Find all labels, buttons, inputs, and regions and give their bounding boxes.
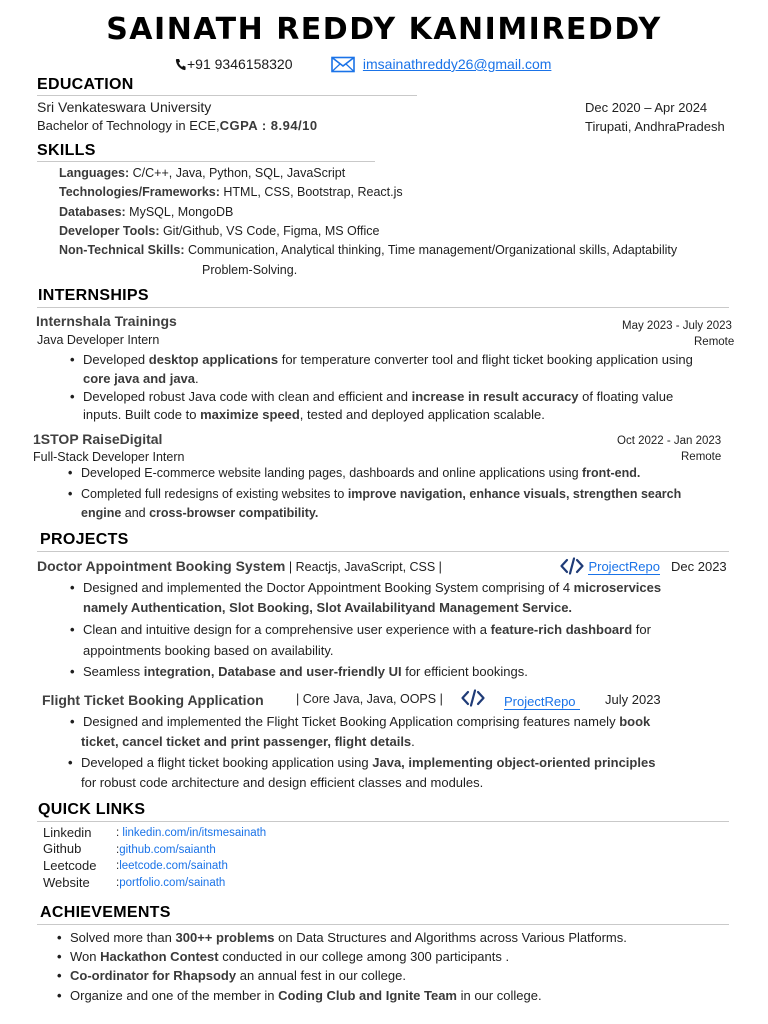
internship-company: Internshala Trainings bbox=[36, 313, 177, 329]
project-bullet-continued: ticket, cancel ticket and print passenger, flight details. bbox=[81, 734, 415, 749]
internship-bullet: • Developed E-commerce website landing pages, dashboards and online applications using front-end. bbox=[81, 466, 640, 480]
degree: Bachelor of Technology in ECE,CGPA : 8.94/10 bbox=[37, 118, 318, 133]
phone-icon bbox=[175, 58, 186, 71]
skill-languages: Languages: C/C++, Java, Python, SQL, JavaScript bbox=[59, 166, 346, 180]
university: Sri Venkateswara University bbox=[37, 99, 212, 115]
project-bullet-continued: appointments booking based on availability. bbox=[83, 643, 334, 658]
cgpa: CGPA : 8.94/10 bbox=[219, 118, 318, 133]
quick-link-linkedin[interactable]: : linkedin.com/in/itsmesainath bbox=[116, 827, 267, 839]
project-bullet-continued: namely Authentication, Slot Booking, Slot Availabilityand Management Service. bbox=[83, 600, 573, 615]
project-date: Dec 2023 bbox=[671, 559, 727, 574]
internship-location: Remote bbox=[694, 336, 735, 348]
internship-bullet: • Completed full redesigns of existing websites to improve navigation, enhance visuals, strengthen search bbox=[81, 487, 681, 501]
skill-non-technical: Non-Technical Skills: Communication, Analytical thinking, Time management/Organizational skills, Adaptability bbox=[59, 243, 678, 257]
quick-link-github[interactable]: :github.com/saianth bbox=[116, 844, 216, 856]
skill-databases: Databases: MySQL, MongoDB bbox=[59, 205, 234, 219]
internship-dates: Oct 2022 - Jan 2023 bbox=[617, 435, 722, 447]
project-bullet: • Seamless integration, Database and user-friendly UI for efficient bookings. bbox=[83, 664, 528, 679]
divider bbox=[37, 551, 729, 552]
education-location: Tirupati, AndhraPradesh bbox=[585, 119, 725, 134]
internship-role: Java Developer Intern bbox=[37, 333, 160, 347]
project-header bbox=[42, 692, 264, 710]
project-title: Flight Ticket Booking Application bbox=[42, 692, 264, 708]
project-repo[interactable] bbox=[560, 557, 660, 576]
project-bullet: • Clean and intuitive design for a comprehensive user experience with a feature-rich dashboard for bbox=[83, 622, 651, 637]
skill-developer-tools: Developer Tools: Git/Github, VS Code, Figma, MS Office bbox=[59, 224, 380, 238]
candidate-name: SAINATH REDDY KANIMIREDDY bbox=[106, 12, 662, 47]
achievement-item: • Co-ordinator for Rhapsody an annual fest in our college. bbox=[70, 968, 406, 983]
quick-link-website[interactable]: :portfolio.com/sainath bbox=[116, 877, 226, 889]
quick-links-heading: QUICK LINKS bbox=[38, 801, 146, 818]
code-icon bbox=[560, 557, 584, 575]
internship-bullet: • Developed desktop applications for temperature converter tool and flight ticket booking application using bbox=[83, 352, 693, 367]
internship-location: Remote bbox=[681, 451, 722, 463]
project-bullet: • Designed and implemented the Doctor Appointment Booking System comprising of 4 microservices bbox=[83, 580, 661, 595]
internship-bullet-continued: engine and cross-browser compatibility. bbox=[81, 506, 319, 520]
divider bbox=[37, 924, 729, 925]
achievement-item: • Organize and one of the member in Coding Club and Ignite Team in our college. bbox=[70, 988, 542, 1003]
internship-bullet: • Developed robust Java code with clean and efficient and increase in result accuracy of floating value bbox=[83, 389, 673, 404]
internship-role: Full-Stack Developer Intern bbox=[33, 450, 185, 464]
internship-bullet-continued: inputs. Built code to maximize speed, tested and deployed application scalable. bbox=[83, 407, 545, 422]
project-stack: | Core Java, Java, OOPS | bbox=[296, 692, 443, 706]
achievement-item: • Solved more than 300++ problems on Data Structures and Algorithms across Various Platforms. bbox=[70, 930, 627, 945]
skill-technologies: Technologies/Frameworks: HTML, CSS, Bootstrap, React.js bbox=[59, 185, 403, 199]
quick-link-label: Github bbox=[43, 841, 82, 856]
skill-non-technical-continued: Problem-Solving. bbox=[202, 263, 298, 277]
mail-icon bbox=[331, 56, 355, 73]
project-repo[interactable] bbox=[461, 689, 485, 708]
projects-heading: PROJECTS bbox=[40, 531, 129, 548]
education-dates: Dec 2020 – Apr 2024 bbox=[585, 100, 708, 115]
phone-number: +91 9346158320 bbox=[187, 56, 293, 72]
divider bbox=[37, 95, 417, 96]
project-bullet-continued: for robust code architecture and design efficient classes and modules. bbox=[81, 775, 484, 790]
quick-link-leetcode[interactable]: :leetcode.com/sainath bbox=[116, 860, 228, 872]
project-date: July 2023 bbox=[605, 692, 661, 707]
skills-heading: SKILLS bbox=[37, 142, 96, 159]
project-repo-link[interactable]: ProjectRepo bbox=[588, 559, 660, 574]
education-heading: EDUCATION bbox=[37, 76, 134, 93]
email-link[interactable]: imsainathreddy26@gmail.com bbox=[362, 56, 552, 72]
divider bbox=[37, 307, 729, 308]
quick-link-label: Leetcode bbox=[43, 858, 97, 873]
quick-link-label: Linkedin bbox=[43, 825, 92, 840]
email-contact[interactable] bbox=[331, 56, 551, 73]
project-bullet: • Designed and implemented the Flight Ticket Booking Application comprising features namely book bbox=[83, 714, 650, 729]
achievement-item: • Won Hackathon Contest conducted in our college among 300 participants . bbox=[70, 949, 509, 964]
achievements-heading: ACHIEVEMENTS bbox=[40, 904, 171, 921]
phone-contact bbox=[175, 56, 293, 72]
project-repo-link[interactable]: ProjectRepo bbox=[504, 694, 580, 710]
project-bullet: • Developed a flight ticket booking application using Java, implementing object-oriented principles bbox=[81, 755, 655, 770]
project-repo-link-wrap[interactable] bbox=[504, 693, 580, 711]
project-stack: | Reactjs, JavaScript, CSS | bbox=[285, 560, 442, 574]
internship-dates: May 2023 - July 2023 bbox=[622, 320, 732, 332]
code-icon bbox=[461, 689, 485, 707]
internship-bullet-continued: core java and java. bbox=[83, 371, 199, 386]
project-header bbox=[37, 558, 442, 576]
project-title: Doctor Appointment Booking System bbox=[37, 558, 286, 574]
divider bbox=[37, 161, 375, 162]
internship-company: 1STOP RaiseDigital bbox=[33, 431, 163, 447]
internships-heading: INTERNSHIPS bbox=[38, 287, 149, 304]
divider bbox=[37, 821, 729, 822]
quick-link-label: Website bbox=[43, 875, 90, 890]
